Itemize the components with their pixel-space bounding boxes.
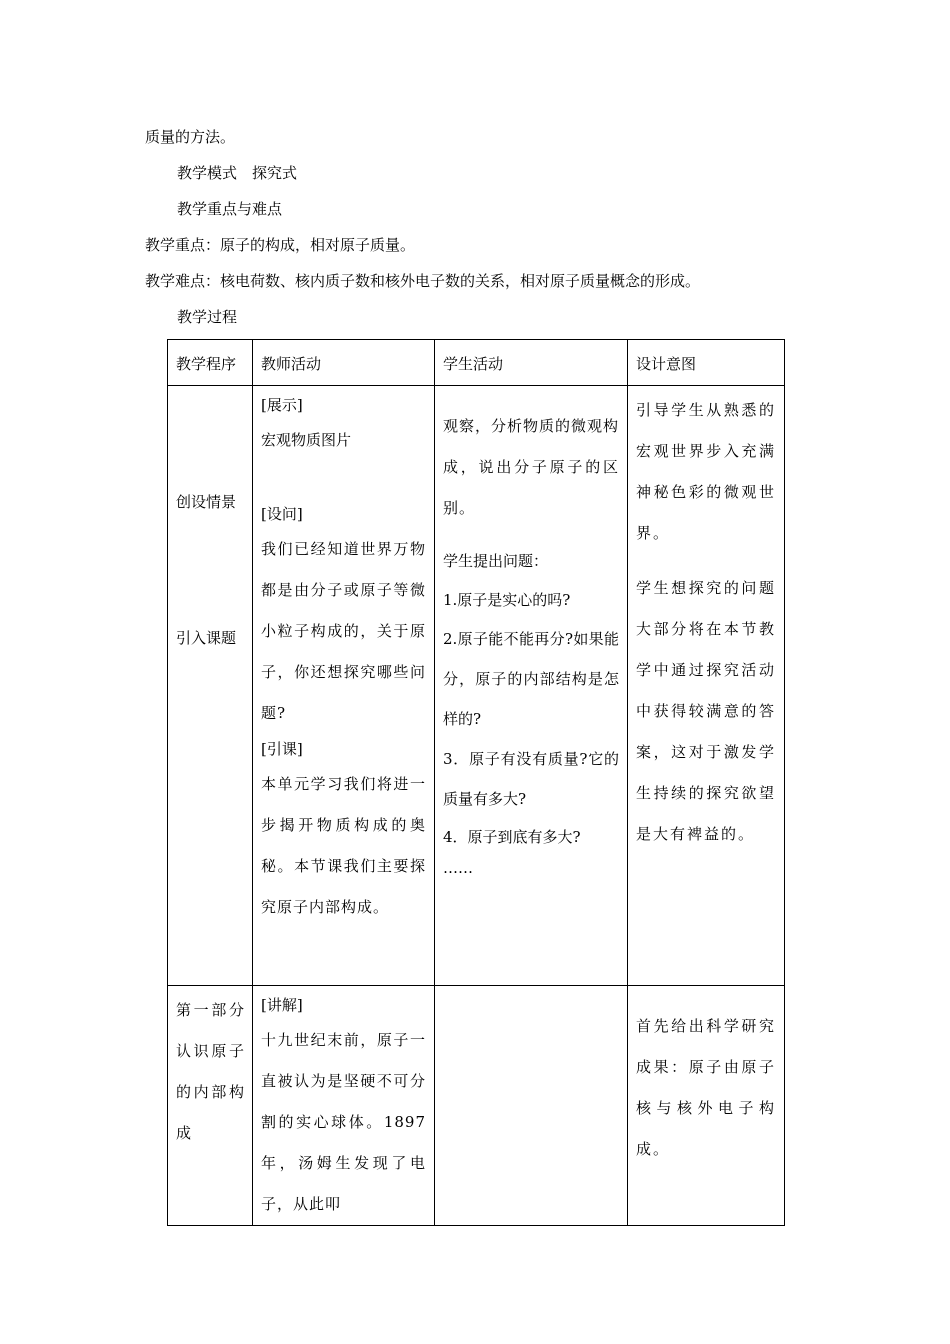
table-row [168, 986, 785, 1226]
header-intent: 设计意图 [628, 340, 785, 386]
intent-text: 引导学生从熟悉的宏观世界步入充满神秘色彩的微观世界。 [636, 401, 776, 542]
activity-tag: [引课] [261, 740, 303, 758]
design-intent-cell [628, 386, 785, 986]
program-cell [168, 386, 253, 986]
design-intent-cell [628, 986, 785, 1226]
teaching-mode: 教学模式 探究式 [177, 164, 298, 182]
text-line: 质量的方法。 [145, 128, 236, 146]
program-label: 第一部分认识原子的内部构成 [176, 1001, 244, 1142]
intent-text: 学生想探究的问题大部分将在本节教学中通过探究活动中获得较满意的答案，这对于激发学生持续的探究欲望是大有裨益的。 [636, 579, 776, 843]
question-item: 3．原子有没有质量?它的质量有多大? [443, 750, 619, 808]
activity-text: 本单元学习我们将进一步揭开物质构成的奥秘。本节课我们主要探究原子内部构成。 [261, 775, 426, 916]
program-label: 引入课题 [176, 629, 237, 647]
program-cell [168, 986, 253, 1226]
activity-text: 观察，分析物质的微观构成，说出分子原子的区别。 [443, 417, 620, 517]
teaching-process-table [167, 339, 785, 1226]
teacher-activity-cell [253, 986, 435, 1226]
header-program: 教学程序 [168, 340, 253, 386]
activity-text: 我们已经知道世界万物都是由分子或原子等微小粒子构成的，关于原子，你还想探究哪些问题? [261, 540, 426, 722]
activity-tag: [设问] [261, 505, 303, 523]
header-teacher: 教师活动 [253, 340, 435, 386]
header-student: 学生活动 [435, 340, 628, 386]
activity-text: 十九世纪末前，原子一直被认为是坚硬不可分割的实心球体。1897年，汤姆生发现了电子，从此叩 [261, 1031, 426, 1213]
activity-tag: [讲解] [261, 996, 303, 1014]
activity-tag: [展示] [261, 396, 303, 414]
difficult-points: 教学难点：核电荷数、核内质子数和核外电子数的关系，相对原子质量概念的形成。 [145, 272, 701, 290]
student-activity-cell [435, 386, 628, 986]
question-item: 4．原子到底有多大? [443, 828, 581, 846]
activity-text: 宏观物质图片 [261, 431, 352, 449]
table-header-row [168, 340, 785, 386]
activity-text: 学生提出问题： [443, 552, 549, 570]
section-heading: 教学重点与难点 [177, 200, 283, 218]
teacher-activity-cell [253, 386, 435, 986]
question-item: 1.原子是实心的吗? [443, 591, 571, 609]
program-label: 创设情景 [176, 493, 237, 511]
student-activity-cell [435, 986, 628, 1226]
question-item: 2.原子能不能再分?如果能分，原子的内部结构是怎样的? [443, 630, 619, 728]
table-row [168, 386, 785, 986]
intent-text: 首先给出科学研究成果：原子由原子核与核外电子构成。 [636, 1017, 776, 1158]
section-heading: 教学过程 [177, 308, 238, 326]
key-points: 教学重点：原子的构成，相对原子质量。 [145, 236, 416, 254]
ellipsis: …… [443, 859, 473, 877]
